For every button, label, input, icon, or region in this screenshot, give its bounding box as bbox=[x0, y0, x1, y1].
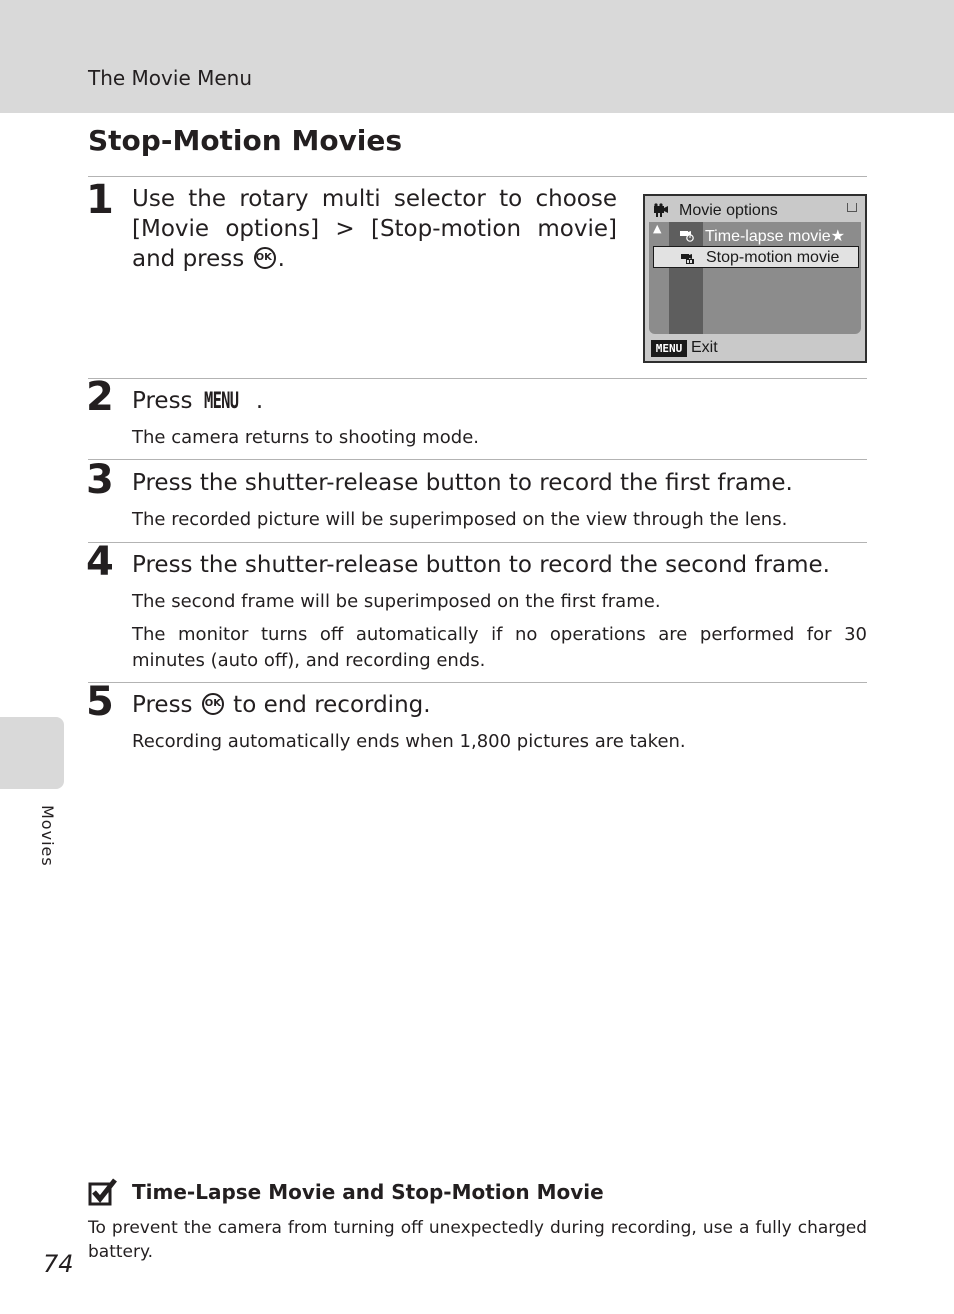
step-4-body: The second frame will be superimposed on the first frame. bbox=[132, 591, 661, 612]
note-body: To prevent the camera from turning off unexpectedly during recording, use a fully charged battery. bbox=[88, 1218, 867, 1262]
step-4-body-note: The monitor turns off automatically if no operations are performed for 30 minutes (auto off), and recording ends. bbox=[132, 624, 867, 671]
divider bbox=[88, 682, 867, 683]
chapter-tab bbox=[0, 717, 64, 789]
step-5-number: 5 bbox=[86, 679, 114, 725]
step-5-heading bbox=[132, 690, 431, 720]
step-5-heading-end: to end recording. bbox=[233, 692, 431, 718]
step-1-number: 1 bbox=[86, 177, 114, 223]
menu-item-time-lapse[interactable] bbox=[653, 224, 859, 246]
menu-button-icon: MENU bbox=[203, 389, 239, 414]
note-title: Time-Lapse Movie and Stop-Motion Movie bbox=[132, 1180, 604, 1204]
step-1-heading bbox=[132, 184, 617, 274]
step-2-body: The camera returns to shooting mode. bbox=[132, 427, 480, 448]
section-label: The Movie Menu bbox=[88, 66, 253, 90]
screen-footer bbox=[649, 338, 861, 358]
menu-button-icon: MENU bbox=[651, 340, 687, 357]
header-band bbox=[0, 0, 954, 113]
step-4-number: 4 bbox=[86, 539, 114, 585]
scroll-up-arrow-icon: ▲ bbox=[653, 222, 662, 235]
ok-button-icon: OK bbox=[254, 247, 276, 269]
step-3-number: 3 bbox=[86, 457, 114, 503]
page-title: Stop-Motion Movies bbox=[88, 124, 403, 157]
battery-icon bbox=[847, 203, 857, 212]
camera-screen bbox=[643, 194, 867, 363]
page-number: 74 bbox=[43, 1250, 74, 1278]
step-5-body: Recording automatically ends when 1,800 pictures are taken. bbox=[132, 731, 686, 752]
screen-header bbox=[649, 200, 861, 222]
step-3-heading: Press the shutter-release button to record the first frame. bbox=[132, 470, 793, 496]
chapter-label: Movies bbox=[38, 805, 57, 867]
menu-item-label: Time-lapse movie★ bbox=[705, 228, 846, 245]
divider bbox=[88, 378, 867, 379]
menu-item-label: Stop-motion movie bbox=[706, 249, 840, 266]
step-2-heading bbox=[132, 386, 263, 417]
step-1-heading-end: . bbox=[277, 246, 285, 272]
menu-item-stop-motion[interactable] bbox=[653, 246, 859, 268]
screen-title: Movie options bbox=[679, 202, 778, 219]
exit-label: Exit bbox=[691, 339, 718, 356]
check-note-icon bbox=[88, 1178, 118, 1206]
movie-camera-icon bbox=[653, 203, 669, 217]
divider bbox=[88, 176, 867, 177]
step-2-heading-end: . bbox=[255, 388, 264, 414]
step-2-number: 2 bbox=[86, 374, 114, 420]
divider bbox=[88, 542, 867, 543]
time-lapse-icon bbox=[679, 228, 695, 242]
step-5-heading-text: Press bbox=[132, 692, 193, 718]
step-4-heading: Press the shutter-release button to record the second frame. bbox=[132, 552, 830, 578]
stop-motion-icon bbox=[680, 251, 696, 265]
step-1-heading-text: Use the rotary multi selector to choose [Movie options] > [Stop-motion movie] and press bbox=[132, 186, 617, 272]
divider bbox=[88, 459, 867, 460]
step-3-body: The recorded picture will be superimposed on the view through the lens. bbox=[132, 509, 788, 530]
step-2-heading-text: Press bbox=[132, 388, 193, 414]
ok-button-icon: OK bbox=[202, 693, 224, 715]
screen-menu-panel bbox=[649, 222, 861, 334]
